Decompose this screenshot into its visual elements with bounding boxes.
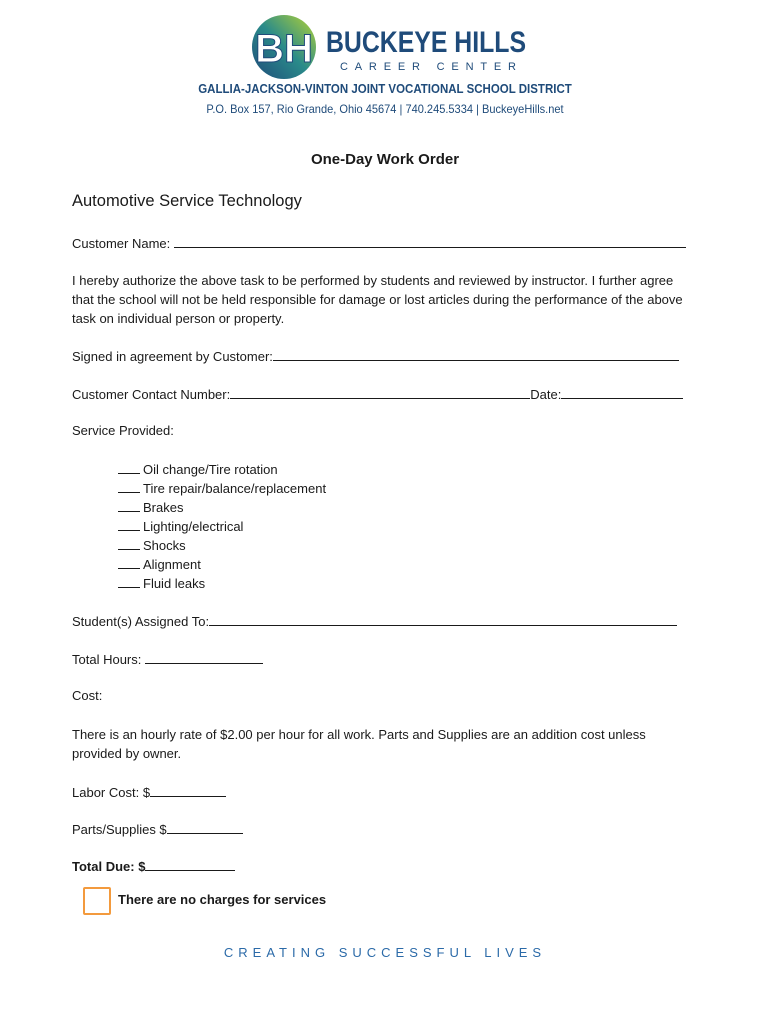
service-item <box>118 460 326 479</box>
service-check-field[interactable] <box>118 461 140 474</box>
contact-label: Customer Contact Number: <box>72 387 231 402</box>
hours-row <box>72 650 263 667</box>
contact-row <box>72 385 683 402</box>
service-label-text: Lighting/electrical <box>143 519 244 534</box>
service-label-text: Alignment <box>143 557 201 572</box>
service-label-text: Tire repair/balance/replacement <box>143 481 327 496</box>
no-charge-checkbox[interactable] <box>83 887 111 915</box>
logo-name: BUCKEYE HILLS <box>326 26 526 59</box>
hours-field[interactable] <box>145 650 263 664</box>
date-label: Date: <box>530 387 562 402</box>
service-check-field[interactable] <box>118 537 140 550</box>
rate-text: There is an hourly rate of $2.00 per hour for all work. Parts and Supplies are an addition cost unless provided by owner. <box>72 727 646 761</box>
service-item <box>118 536 326 555</box>
footer-tagline: CREATING SUCCESSFUL LIVES <box>223 945 547 960</box>
cost-label: Cost: <box>72 688 103 703</box>
service-label-text: Shocks <box>143 538 186 553</box>
service-label-text: Oil change/Tire rotation <box>143 462 278 477</box>
service-item <box>118 479 326 498</box>
students-row <box>72 612 677 629</box>
logo-monogram: BH <box>255 27 313 71</box>
students-field[interactable] <box>209 612 677 626</box>
service-label-text: Fluid leaks <box>143 576 206 591</box>
school-address: P.O. Box 157, Rio Grande, Ohio 45674 | 740.245.5334 | BuckeyeHills.net <box>206 102 564 116</box>
buckeye-hills-logo <box>240 14 540 80</box>
service-check-field[interactable] <box>118 499 140 512</box>
customer-name-row <box>72 234 686 251</box>
form-subtitle: Automotive Service Technology <box>72 192 302 210</box>
service-check-field[interactable] <box>118 575 140 588</box>
signature-field[interactable] <box>273 347 679 361</box>
service-check-field[interactable] <box>118 480 140 493</box>
district-name: GALLIA-JACKSON-VINTON JOINT VOCATIONAL SCHOOL DISTRICT <box>198 82 572 96</box>
labor-row <box>72 783 226 800</box>
customer-name-field[interactable] <box>174 234 686 248</box>
date-field[interactable] <box>561 385 683 399</box>
hours-label: Total Hours: <box>72 652 142 667</box>
service-label: Service Provided: <box>72 423 174 438</box>
authorization-text: I hereby authorize the above task to be performed by students and reviewed by instructor. I further agree that the school will not be held responsible for damage or lost articles during the performance of the above task on individual person or property. <box>72 273 683 326</box>
signature-label: Signed in agreement by Customer: <box>72 349 273 364</box>
services-list <box>118 460 326 593</box>
service-label-text: Brakes <box>143 500 184 515</box>
contact-field[interactable] <box>230 385 530 399</box>
service-item <box>118 517 326 536</box>
logo-subtitle: CAREER CENTER <box>340 61 516 73</box>
form-title: One-Day Work Order <box>310 151 460 168</box>
labor-label: Labor Cost: $ <box>72 785 151 800</box>
total-label: Total Due: $ <box>72 859 146 874</box>
parts-label: Parts/Supplies $ <box>72 822 167 837</box>
no-charge-label: There are no charges for services <box>118 892 327 907</box>
parts-row <box>72 820 243 837</box>
students-label: Student(s) Assigned To: <box>72 614 210 629</box>
service-item <box>118 555 326 574</box>
customer-name-label: Customer Name: <box>72 236 171 251</box>
service-item <box>118 498 326 517</box>
signature-row <box>72 347 679 364</box>
service-check-field[interactable] <box>118 556 140 569</box>
service-check-field[interactable] <box>118 518 140 531</box>
total-row <box>72 857 235 874</box>
service-item <box>118 574 326 593</box>
labor-field[interactable] <box>150 783 226 797</box>
parts-field[interactable] <box>167 820 243 834</box>
total-field[interactable] <box>145 857 235 871</box>
